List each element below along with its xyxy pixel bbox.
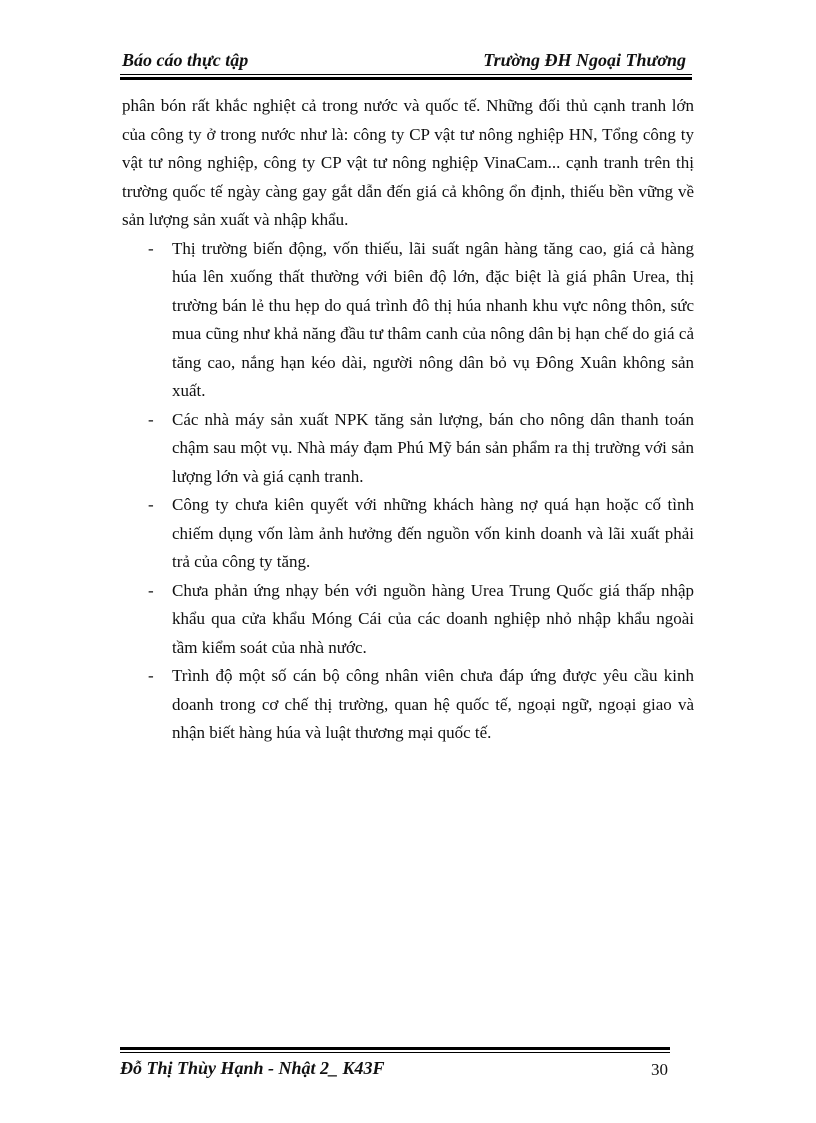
bullet-item	[122, 491, 694, 577]
bullet-text: Chưa phản ứng nhạy bén với nguồn hàng Urea Trung Quốc giá thấp nhập khẩu qua cửa khẩu Móng Cái của các doanh nghiệp nhỏ nhập khẩu ngoài tầm kiểm soát của nhà nước.	[172, 580, 694, 657]
footer-rule-thick	[120, 1047, 670, 1050]
bullet-dash: -	[148, 580, 154, 600]
page-number: 30	[651, 1060, 668, 1079]
bullet-text: Trình độ một số cán bộ công nhân viên chưa đáp ứng được yêu cầu kinh doanh trong cơ chế thị trường, quan hệ quốc tế, ngoại ngữ, ngoại giao và nhận biết hàng húa và luật thương mại quốc tế.	[172, 666, 694, 742]
body-paragraph: phân bón rất khắc nghiệt cả trong nước và quốc tế. Những đối thủ cạnh tranh lớn của công ty ở trong nước như là: công ty CP vật tư nông nghiệp HN, Tổng công ty vật tư nông nghiệp, công ty CP vật tư nông nghiệp VinaCam... cạnh tranh trên thị trường quốc tế ngày càng gay gắt dẫn đến giá cả không ổn định, thiếu bền vững về sản lượng sản xuất và nhập khẩu.	[122, 96, 694, 229]
header-rule-thick	[120, 77, 692, 80]
bullet-text: Thị trường biến động, vốn thiếu, lãi suất ngân hàng tăng cao, giá cả hàng húa lên xuống thất thường với biên độ lớn, đặc biệt là giá phân Urea, thị trường bán lẻ thu hẹp do quá trình đô thị húa nhanh khu vực nông thôn, sức mua cũng như khả năng đầu tư thâm canh của nông dân bị hạn chế do giá cả tăng cao, nắng hạn kéo dài, người nông dân bỏ vụ Đông Xuân không sản xuất.	[172, 238, 694, 400]
bullet-item	[122, 235, 694, 406]
bullet-dash: -	[148, 238, 154, 258]
bullet-dash: -	[148, 495, 154, 514]
page-header	[120, 46, 692, 74]
bullet-item	[122, 406, 694, 492]
header-university: Trường ĐH Ngoại Thương	[483, 50, 686, 70]
footer-author: Đỗ Thị Thùy Hạnh - Nhật 2_ K43F	[120, 1058, 385, 1078]
page-footer	[120, 1054, 670, 1082]
bullet-text: Các nhà máy sản xuất NPK tăng sản lượng, bán cho nông dân thanh toán chậm sau một vụ. Nhà máy đạm Phú Mỹ bán sản phẩm ra thị trường với sản lượng lớn và giá cạnh tranh.	[172, 409, 694, 486]
bullet-list	[122, 235, 694, 748]
bullet-text: Công ty chưa kiên quyết với những khách hàng nợ quá hạn hoặc cố tình chiếm dụng vốn làm ảnh hưởng đến nguồn vốn kinh doanh và lãi xuất phải trả của công ty tăng.	[172, 495, 694, 571]
bullet-item	[122, 662, 694, 748]
bullet-dash: -	[148, 666, 154, 685]
bullet-item	[122, 577, 694, 663]
header-rule-thin	[120, 74, 692, 75]
page-content	[122, 92, 694, 748]
footer-rule-thin	[120, 1052, 670, 1053]
header-report-title: Báo cáo thực tập	[122, 50, 249, 70]
bullet-dash: -	[148, 409, 154, 429]
